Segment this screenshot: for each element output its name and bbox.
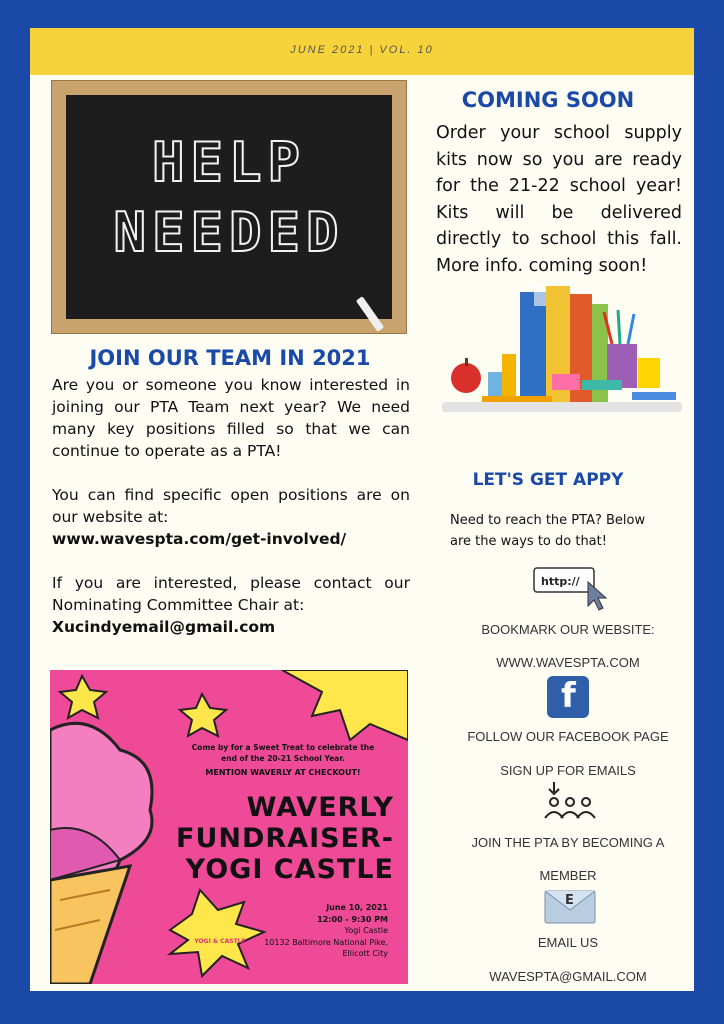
poster-date: June 10, 2021	[326, 903, 388, 912]
bookmark-label: BOOKMARK OUR WEBSITE:	[481, 622, 655, 637]
join-para-3: If you are interested, please contact our Nominating Committee Chair at:	[52, 574, 410, 614]
poster-tagline-1: Come by for a Sweet Treat to celebrate the	[191, 743, 375, 752]
email-signup-link[interactable]: SIGN UP FOR EMAILS	[500, 763, 636, 778]
chalk-icon	[356, 296, 384, 332]
coming-soon-heading: COMING SOON	[461, 88, 635, 112]
facebook-icon[interactable]: f	[547, 676, 589, 718]
website-link[interactable]: WWW.WAVESPTA.COM	[496, 655, 640, 670]
star-icon	[180, 694, 226, 736]
get-involved-link[interactable]: www.wavespta.com/get-involved/	[52, 530, 347, 548]
chalk-line-needed: NEEDED	[113, 201, 345, 264]
poster-time: 12:00 - 9:30 PM	[317, 914, 388, 924]
appy-intro-text: Need to reach the PTA? Below are the ways to do that!	[450, 513, 646, 549]
poster-mention: MENTION WAVERLY AT CHECKOUT!	[205, 768, 361, 777]
join-team-heading: JOIN OUR TEAM IN 2021	[89, 346, 371, 370]
poster-title-3: YOGI CASTLE	[185, 854, 394, 885]
envelope-icon	[544, 886, 596, 924]
star-icon	[60, 676, 106, 718]
poster-address-2: Ellicott City	[342, 949, 388, 958]
issue-header	[30, 28, 694, 75]
poster-venue: Yogi Castle	[344, 926, 388, 935]
poster-title-2: FUNDRAISER-	[176, 823, 394, 854]
join-para-1: Are you or someone you know interested in joining our PTA Team next year? We need many key positions filled so that we can continue to operate as a PTA!	[52, 376, 410, 460]
web-link-icon	[532, 564, 616, 612]
yogi-castle-logo: YOGI & CASTLE	[194, 938, 246, 945]
newsletter-page	[30, 28, 694, 991]
issue-label: JUNE 2021 | VOL. 10	[290, 44, 434, 56]
poster-tagline-2: end of the 20-21 School Year.	[221, 754, 345, 763]
pta-email-link[interactable]: WAVESPTA@GMAIL.COM	[489, 969, 647, 984]
svg-text:E: E	[565, 893, 574, 908]
school-supplies-illustration	[442, 284, 682, 424]
facebook-link[interactable]: FOLLOW OUR FACEBOOK PAGE	[467, 729, 669, 744]
coming-soon-text: Order your school supply kits now so you are ready for the 21-22 school year! Kits will be delivered directly to school this fall. More info. coming soon!	[436, 123, 682, 276]
svg-text:http://: http://	[541, 575, 580, 588]
poster-address-1: 10132 Baltimore National Pike,	[264, 937, 388, 947]
join-para-2: You can find specific open positions are on our website at:	[52, 486, 410, 526]
poster-title-1: WAVERLY	[246, 792, 394, 823]
email-us-label: EMAIL US	[537, 935, 599, 950]
chair-email-link[interactable]: Xucindyemail@gmail.com	[52, 618, 276, 636]
lets-get-appy-heading: LET'S GET APPY	[472, 470, 624, 490]
chalk-line-help: HELP	[151, 131, 307, 194]
fundraiser-poster	[50, 670, 408, 984]
join-members-icon	[540, 780, 596, 824]
membership-label-line2[interactable]: MEMBER	[539, 868, 597, 883]
help-needed-chalkboard	[51, 80, 407, 334]
join-team-body	[52, 374, 410, 660]
membership-label-line1[interactable]: JOIN THE PTA BY BECOMING A	[471, 835, 665, 850]
